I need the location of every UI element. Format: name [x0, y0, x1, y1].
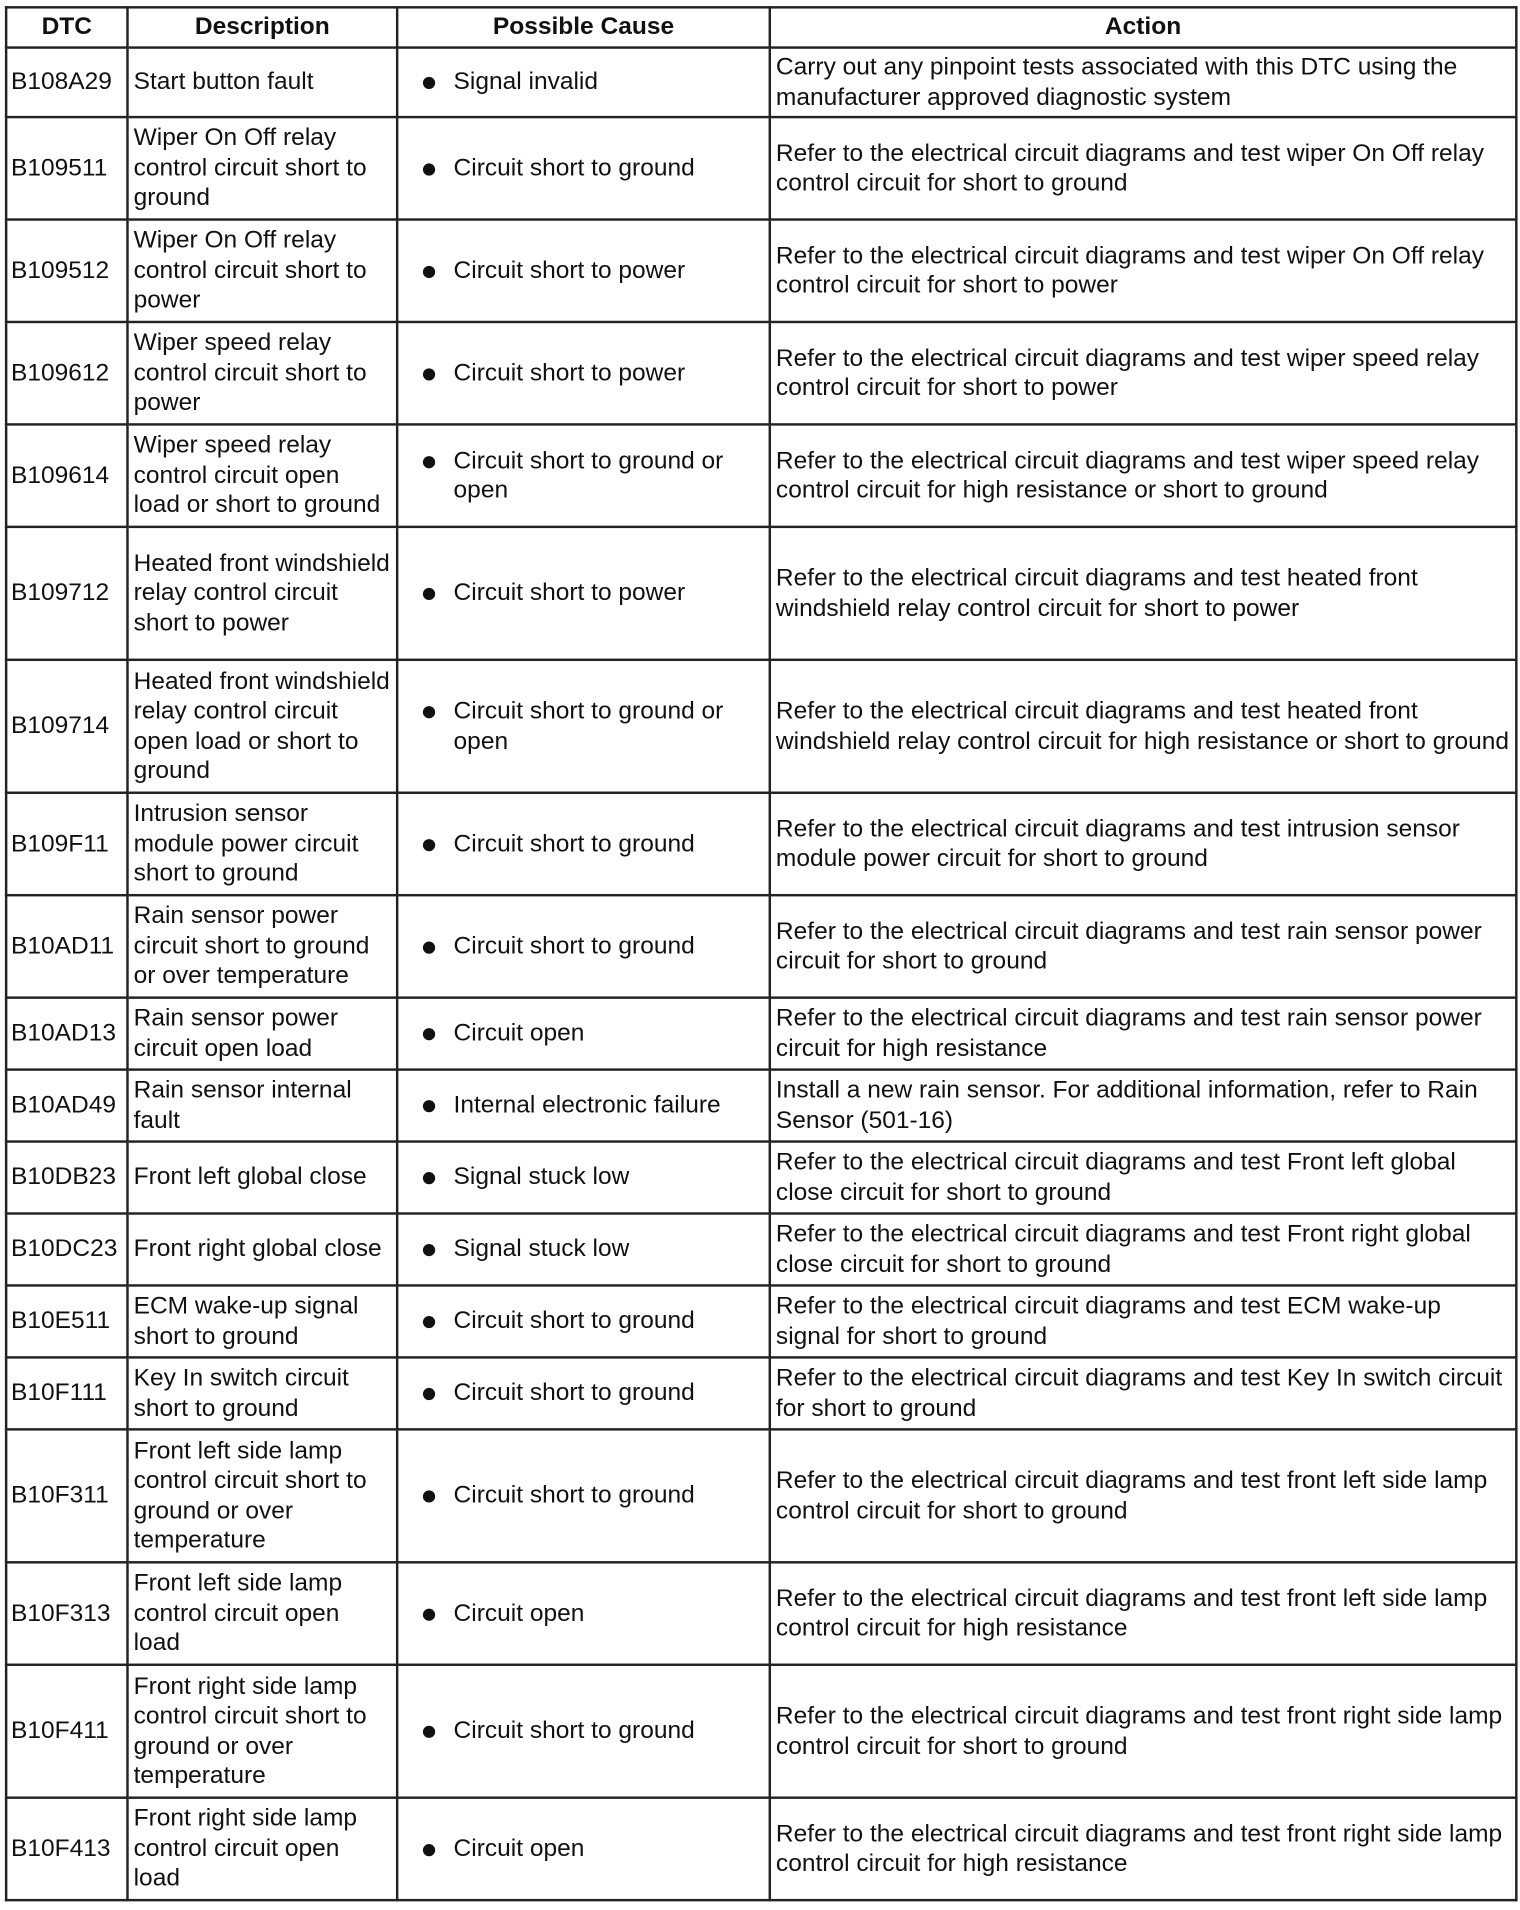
- dtc-code: B10AD49: [6, 1070, 127, 1142]
- possible-cause-cell: [397, 895, 770, 997]
- bullet-icon: [423, 163, 435, 175]
- action-cell: Refer to the electrical circuit diagrams and test heated front windshield relay control circuit for high resistance or short to ground: [770, 660, 1517, 793]
- possible-cause-cell: [397, 220, 770, 322]
- possible-cause-text: Signal stuck low: [453, 1163, 630, 1191]
- table-row: [6, 1285, 1516, 1357]
- action-cell: Carry out any pinpoint tests associated with this DTC using the manufacturer approved diagnostic system: [770, 48, 1517, 118]
- dtc-code: B109512: [6, 220, 127, 322]
- action-cell: Refer to the electrical circuit diagrams and test Front left global close circuit for short to ground: [770, 1142, 1517, 1214]
- possible-cause-text: Circuit open: [453, 1019, 585, 1047]
- possible-cause-text: Circuit open: [453, 1835, 585, 1863]
- action-cell: Refer to the electrical circuit diagrams and test heated front windshield relay control circuit for short to power: [770, 527, 1517, 660]
- possible-cause-cell: [397, 793, 770, 895]
- dtc-code: B10AD13: [6, 998, 127, 1070]
- table-row: [6, 998, 1516, 1070]
- possible-cause-text: Circuit short to power: [453, 359, 686, 387]
- dtc-code: B10DC23: [6, 1214, 127, 1286]
- header-description: Description: [127, 7, 397, 47]
- dtc-table: [5, 6, 1518, 1901]
- bullet-icon: [423, 1172, 435, 1184]
- bullet-icon: [423, 1244, 435, 1256]
- table-row: [6, 1665, 1516, 1798]
- action-cell: Refer to the electrical circuit diagrams and test front left side lamp control circuit for high resistance: [770, 1562, 1517, 1664]
- bullet-icon: [423, 1491, 435, 1503]
- table-row: [6, 220, 1516, 322]
- possible-cause-cell: [397, 1357, 770, 1429]
- possible-cause-cell: [397, 527, 770, 660]
- action-cell: Refer to the electrical circuit diagrams and test intrusion sensor module power circuit for short to ground: [770, 793, 1517, 895]
- dtc-code: B10DB23: [6, 1142, 127, 1214]
- description-cell: Front right side lamp control circuit short to ground or over temperature: [127, 1665, 397, 1798]
- bullet-icon: [423, 1100, 435, 1112]
- action-cell: Refer to the electrical circuit diagrams and test front left side lamp control circuit for short to ground: [770, 1429, 1517, 1562]
- action-cell: Refer to the electrical circuit diagrams and test wiper On Off relay control circuit for short to power: [770, 220, 1517, 322]
- possible-cause-cell: [397, 998, 770, 1070]
- dtc-code: B10F413: [6, 1798, 127, 1900]
- possible-cause-cell: [397, 48, 770, 118]
- action-cell: Refer to the electrical circuit diagrams and test rain sensor power circuit for short to ground: [770, 895, 1517, 997]
- action-cell: Refer to the electrical circuit diagrams and test Key In switch circuit for short to ground: [770, 1357, 1517, 1429]
- possible-cause-cell: [397, 1285, 770, 1357]
- dtc-code: B109511: [6, 117, 127, 219]
- action-cell: Refer to the electrical circuit diagrams and test front right side lamp control circuit for high resistance: [770, 1798, 1517, 1900]
- possible-cause-text: Circuit short to ground or open: [453, 697, 724, 755]
- table-header-row: [6, 7, 1516, 47]
- bullet-icon: [423, 368, 435, 380]
- action-cell: Refer to the electrical circuit diagrams and test wiper speed relay control circuit for short to power: [770, 322, 1517, 424]
- possible-cause-text: Circuit short to ground: [453, 1379, 695, 1407]
- table-body: [6, 48, 1516, 1901]
- dtc-code: B10E511: [6, 1285, 127, 1357]
- dtc-code: B109614: [6, 424, 127, 526]
- possible-cause-cell: [397, 1665, 770, 1798]
- dtc-code: B109714: [6, 660, 127, 793]
- description-cell: Rain sensor internal fault: [127, 1070, 397, 1142]
- dtc-code: B10F313: [6, 1562, 127, 1664]
- possible-cause-text: Circuit short to power: [453, 579, 686, 607]
- possible-cause-text: Circuit short to ground: [453, 1482, 695, 1509]
- bullet-icon: [423, 1316, 435, 1328]
- dtc-code: B10F311: [6, 1429, 127, 1562]
- table-row: [6, 660, 1516, 793]
- dtc-code: B10AD11: [6, 895, 127, 997]
- bullet-icon: [423, 456, 435, 468]
- bullet-icon: [423, 1726, 435, 1738]
- description-cell: Rain sensor power circuit short to ground or over temperature: [127, 895, 397, 997]
- possible-cause-text: Circuit short to ground: [453, 830, 695, 858]
- possible-cause-cell: [397, 1798, 770, 1900]
- possible-cause-cell: [397, 1429, 770, 1562]
- table-row: [6, 793, 1516, 895]
- table-row: [6, 1142, 1516, 1214]
- description-cell: Heated front windshield relay control circuit short to power: [127, 527, 397, 660]
- description-cell: Front right side lamp control circuit open load: [127, 1798, 397, 1900]
- dtc-code: B109612: [6, 322, 127, 424]
- table-row: [6, 1214, 1516, 1286]
- table-row: [6, 1357, 1516, 1429]
- table-row: [6, 895, 1516, 997]
- possible-cause-cell: [397, 1214, 770, 1286]
- bullet-icon: [423, 839, 435, 851]
- action-cell: Refer to the electrical circuit diagrams and test ECM wake-up signal for short to ground: [770, 1285, 1517, 1357]
- possible-cause-cell: [397, 1142, 770, 1214]
- header-action: Action: [770, 7, 1517, 47]
- bullet-icon: [423, 1844, 435, 1856]
- possible-cause-text: Circuit short to ground or open: [453, 446, 724, 504]
- action-cell: Refer to the electrical circuit diagrams and test Front right global close circuit for short to ground: [770, 1214, 1517, 1286]
- bullet-icon: [423, 941, 435, 953]
- description-cell: Wiper On Off relay control circuit short to power: [127, 220, 397, 322]
- dtc-code: B10F111: [6, 1357, 127, 1429]
- action-cell: Install a new rain sensor. For additional information, refer to Rain Sensor (501-16): [770, 1070, 1517, 1142]
- table-row: [6, 48, 1516, 118]
- dtc-code: B108A29: [6, 48, 127, 118]
- possible-cause-text: Circuit short to ground: [453, 932, 695, 960]
- possible-cause-cell: [397, 117, 770, 219]
- possible-cause-text: Internal electronic failure: [453, 1091, 721, 1119]
- header-possible-cause: Possible Cause: [397, 7, 770, 47]
- action-cell: Refer to the electrical circuit diagrams and test wiper On Off relay control circuit for short to ground: [770, 117, 1517, 219]
- table-row: [6, 1562, 1516, 1664]
- description-cell: ECM wake-up signal short to ground: [127, 1285, 397, 1357]
- action-cell: Refer to the electrical circuit diagrams and test rain sensor power circuit for high resistance: [770, 998, 1517, 1070]
- dtc-code: B10F411: [6, 1665, 127, 1798]
- possible-cause-cell: [397, 322, 770, 424]
- possible-cause-cell: [397, 424, 770, 526]
- bullet-icon: [423, 1388, 435, 1400]
- possible-cause-text: Circuit open: [453, 1599, 585, 1627]
- description-cell: Wiper speed relay control circuit short to power: [127, 322, 397, 424]
- possible-cause-cell: [397, 1070, 770, 1142]
- description-cell: Front left global close: [127, 1142, 397, 1214]
- description-cell: Rain sensor power circuit open load: [127, 998, 397, 1070]
- table-row: [6, 1429, 1516, 1562]
- bullet-icon: [423, 266, 435, 278]
- bullet-icon: [423, 1608, 435, 1620]
- description-cell: Intrusion sensor module power circuit short to ground: [127, 793, 397, 895]
- table-row: [6, 117, 1516, 219]
- bullet-icon: [423, 77, 435, 89]
- possible-cause-text: Circuit short to ground: [453, 1717, 695, 1745]
- possible-cause-text: Signal invalid: [453, 68, 599, 96]
- dtc-code: B109F11: [6, 793, 127, 895]
- table-row: [6, 424, 1516, 526]
- header-dtc: DTC: [6, 7, 127, 47]
- possible-cause-text: Circuit short to ground: [453, 154, 695, 182]
- dtc-code: B109712: [6, 527, 127, 660]
- possible-cause-text: Signal stuck low: [453, 1235, 630, 1263]
- possible-cause-text: Circuit short to power: [453, 257, 686, 284]
- possible-cause-cell: [397, 660, 770, 793]
- bullet-icon: [423, 1028, 435, 1040]
- description-cell: Front right global close: [127, 1214, 397, 1286]
- description-cell: Wiper On Off relay control circuit short to ground: [127, 117, 397, 219]
- description-cell: Key In switch circuit short to ground: [127, 1357, 397, 1429]
- action-cell: Refer to the electrical circuit diagrams and test wiper speed relay control circuit for high resistance or short to ground: [770, 424, 1517, 526]
- table-row: [6, 1798, 1516, 1900]
- description-cell: Wiper speed relay control circuit open load or short to ground: [127, 424, 397, 526]
- possible-cause-text: Circuit short to ground: [453, 1307, 695, 1335]
- possible-cause-cell: [397, 1562, 770, 1664]
- action-cell: Refer to the electrical circuit diagrams and test front right side lamp control circuit for short to ground: [770, 1665, 1517, 1798]
- table-row: [6, 527, 1516, 660]
- description-cell: Front left side lamp control circuit open load: [127, 1562, 397, 1664]
- description-cell: Heated front windshield relay control circuit open load or short to ground: [127, 660, 397, 793]
- table-row: [6, 322, 1516, 424]
- description-cell: Front left side lamp control circuit short to ground or over temperature: [127, 1429, 397, 1562]
- table-row: [6, 1070, 1516, 1142]
- description-cell: Start button fault: [127, 48, 397, 118]
- bullet-icon: [423, 706, 435, 718]
- bullet-icon: [423, 588, 435, 600]
